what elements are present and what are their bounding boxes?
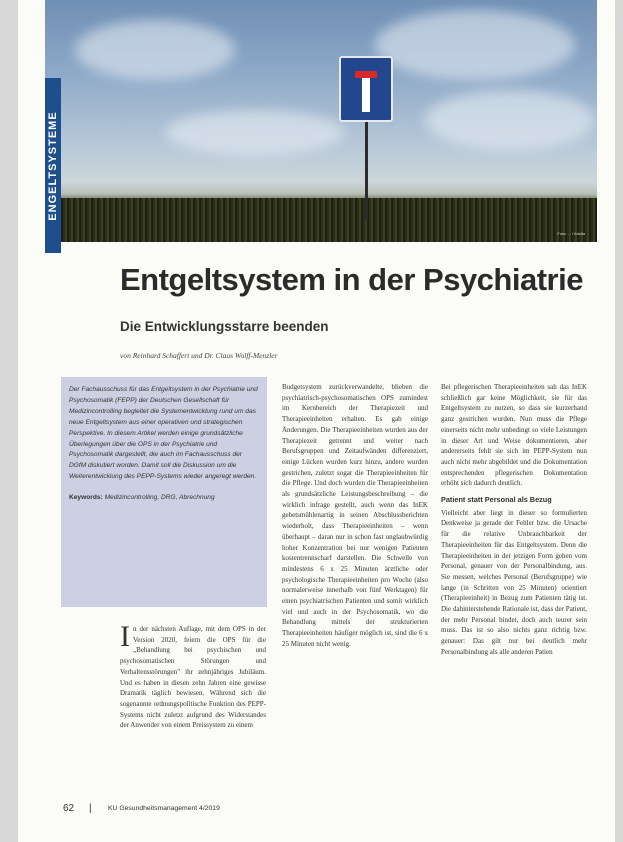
keywords: [69, 493, 259, 504]
keywords-value: Medizincontrolling, DRG, Abrechnung: [104, 494, 215, 502]
abstract-text: Der Fachausschuss für das Entgeltsystem in der Psychiatrie und Psychosomatik (FEPP) der Deutschen Gesellschaft für Medizincontrolling begleitet die Systementwicklung rund um das neue Entgeltsystem aus einer operativen und strategischen Perspektive. In diesem Artikel werden einige grundsätzliche Überlegungen über die OPS in der Psychiatrie und Psychosomatik dargestellt, die auch im Fachausschuss der DGfM diskutiert worden. Damit soll die Diskussion um die Weiterentwicklung des PEPP-Systems wieder angeregt werden.: [69, 386, 258, 481]
col2-text: Budgetsystem zurückverwandelte, blieben die psychiatrisch-psychosomatischen OPS zumindest im Kernbereich der Therapiezeit und Therapieeinheiten erhalten. Es gab einige Änderungen. Die Therapieeinheiten wurden aus der Therapiezeit getrennt und weiter nach Berufsgruppen und Zeitaufwänden differenziert, einige Lücken wurden kurz hinzu, andere wurden gestrichen, zuletzt sogar die Therapieeinheiten für die Pflege. Und doch wurden die Therapieeinheiten als grundsätzliche Leistungsbeschreibung – die wirklich infrage gestellt, auch wenn das InEK gebetsmühlenartig in seinen Abschlussberichten wiederholt, dass Therapieeinheiten – wenn überhaupt – daran nur in schon fast unglaubwürdig hoher Konzentration bei nur wenigen Patienten kostentrennscharf darstellen. Die Schwelle von mindestens 6 x 25 Minuten ärztliche oder psychologische Therapieeinheiten pro Woche (also normalerweise innerhalb von fünf Werktagen) für einen psychiatrischen Patienten und somit wirklich viel und auch in der Psychosomatik, wo die Behandlung mittels der strukturierten Therapieeinheiten häufiger möglich ist, sind die 6 x 25 Minuten nicht wenig.: [282, 383, 428, 648]
grass-field: [45, 198, 597, 242]
col1-text: n der nächsten Auflage, mit dem OPS in der Version 2020, feiern die OPS für die „Behandlung bei psychischen und psychosomatischen Störungen und Verhaltensstörungen" ihr zehnjähriges Jubiläum. Und es haben in diesen zehn Jahren eine gewisse Dramatik täglich bewiesen. Während sich die sogenannte ordnungspolitische Funktion des PEPP-Systems nicht zuletzt aufgrund des Widerstandes der Anwender von einem Preissystem zu einem: [120, 625, 266, 730]
col3-text-2: Vielleicht aber liegt in dieser so formulierten Denkweise ja gerade der Fehler bzw. die Ursache für die relative Unbrauchbarkeit der Therapieeinheiten für das Entgeltsystem. Denn die Therapieeinheiten in der jetzigen Form gehen vom Personal, genauer von der Personalbindung, aus. Sie messen, welches Personal (Berufsgruppe) wie lange (in Schritten von 25 Minuten) orientiert (Therapieeinheit) in Bezug zum Patienten tätig ist. Die dahinterstehende Rationale ist, dass der Patient, der mehr Personal bindet, doch auch teurer sein muss. Das ist so also nichts ganz richtig bzw. genauer: Das gilt nur bei deutlich mehr Personalbindung als alle anderen Patien: [441, 508, 587, 656]
page-number: 62: [63, 803, 75, 814]
section-tab: [45, 78, 61, 253]
col3-text-1: Bei pflegerischen Therapieeinheiten sah das InEK schließlich gar keine Möglichkeit, sie für das Entgeltsystem zu nutzen, so dass sie kurzerhand ganz gestrichen wurden. Nun muss die Pflege einerseits nicht mehr unbedingt so viele Leistungen in dieser Art und Weise dokumentieren, aber andererseits fehlt sie sich im PEPP-System nun auch nicht mehr abgebildet und die Dokumentation entsprechenden pflegerischen Dokumentation erhöht sich dadurch deutlich.: [441, 383, 587, 488]
header-photo: [45, 0, 597, 242]
article-title: Entgeltsystem in der Psychiatrie: [120, 262, 583, 297]
footer-separator: |: [89, 803, 92, 814]
article-byline: von Reinhard Schaffert und Dr. Claus Wolff-Menzler: [120, 351, 278, 360]
text-column-3: [441, 382, 587, 658]
keywords-label: Keywords:: [69, 494, 103, 502]
publication-name: KU Gesundheitsmanagement 4/2019: [108, 805, 220, 812]
section-tab-label: ENGELTSYSTEME: [47, 110, 59, 221]
section-heading: Patient statt Personal als Bezug: [441, 495, 552, 505]
dead-end-road-sign: [339, 56, 393, 122]
abstract-box: [61, 377, 267, 607]
article-subtitle: Die Entwicklungsstarre beenden: [120, 319, 329, 334]
photo-credit: Foto: ... / fotolia: [557, 231, 585, 236]
text-column-1: [120, 620, 266, 731]
drop-cap: I: [120, 620, 130, 653]
text-column-2: [282, 382, 428, 650]
